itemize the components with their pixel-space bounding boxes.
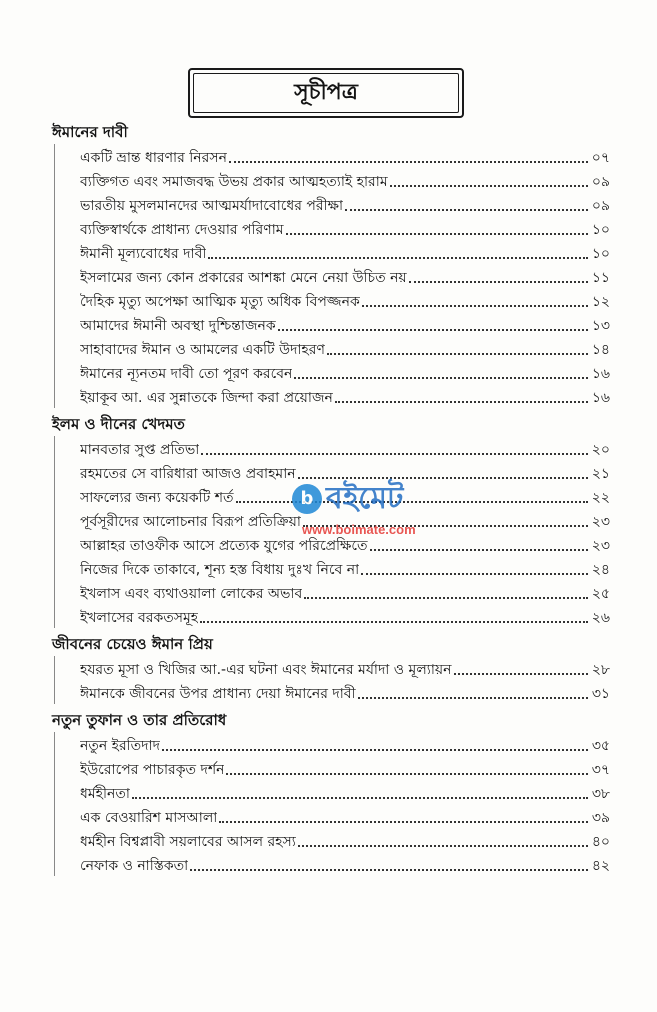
entry-page-number: ১৩ [591, 318, 610, 334]
toc-entry [80, 144, 610, 168]
dot-leader [361, 573, 588, 575]
toc-entry [80, 656, 610, 680]
entry-page-number: ২০ [591, 442, 610, 458]
entry-title: ভারতীয় মুসলমানদের আত্মমর্যাদাবোধের পরীক্ষা [80, 198, 344, 214]
entry-list [54, 144, 610, 408]
entry-title: নতুন ইরতিদাদ [80, 738, 160, 754]
entry-title: আল্লাহর তাওফীক আসে প্রত্যেক যুগের পরিপ্রেক্ষিতে [80, 538, 368, 554]
dot-leader [304, 597, 588, 599]
dot-leader [219, 821, 587, 823]
section-heading: নতুন তুফান ও তার প্রতিরোধ [52, 711, 227, 729]
entry-title: ঈমানের ন্যূনতম দাবী তো পূরণ করবেন [80, 366, 293, 382]
toc-entry [80, 216, 610, 240]
entry-title: ইসলামের জন্য কোন প্রকারের আশঙ্কা মেনে নেয়া উচিত নয় [80, 270, 407, 286]
entry-title: ইখলাস এবং ব্যথাওয়ালা লোকের অভাব [80, 586, 303, 602]
dot-leader [454, 673, 588, 675]
dot-leader [358, 697, 588, 699]
entry-page-number: ২৩ [591, 538, 610, 554]
entry-page-number: ১০ [591, 246, 610, 262]
entry-title: ব্যক্তিগত এবং সমাজবদ্ধ উভয় প্রকার আত্মহত্যাই হারাম [80, 174, 388, 190]
entry-page-number: ১৪ [591, 342, 610, 358]
entry-title: রহমতের সে বারিধারা আজও প্রবাহমান [80, 466, 296, 482]
toc-section [52, 708, 610, 876]
entry-page-number: ১১ [591, 270, 610, 286]
toc-entry [80, 804, 610, 828]
dot-leader [229, 161, 588, 163]
toc-entry [80, 192, 610, 216]
entry-page-number: ২৩ [591, 514, 610, 530]
toc-entry [80, 756, 610, 780]
entry-page-number: ৩৯ [591, 810, 610, 826]
watermark-logo-text: বইমেট [326, 481, 404, 516]
dot-leader [345, 209, 588, 211]
toc-entry [80, 780, 610, 804]
dot-leader [208, 257, 587, 259]
toc-entry [80, 288, 610, 312]
toc-section [52, 120, 610, 408]
watermark-url: www.boimate.com [302, 522, 416, 537]
entry-page-number: ০৯ [591, 198, 610, 214]
dot-leader [409, 281, 588, 283]
toc-entry [80, 384, 610, 408]
dot-leader [286, 233, 588, 235]
entry-page-number: ১০ [591, 222, 610, 238]
entry-page-number: ২৮ [591, 662, 610, 678]
toc-entry [80, 556, 610, 580]
toc-entry [80, 240, 610, 264]
entry-title: ধর্মহীন বিশ্বপ্লাবী সয়লাবের আসল রহস্য [80, 834, 296, 850]
title-frame [188, 68, 464, 118]
entry-title: আমাদের ঈমানী অবস্থা দুশ্চিন্তাজনক [80, 318, 276, 334]
entry-title: ঈমানী মূল্যবোধের দাবী [80, 246, 207, 262]
entry-page-number: ৪০ [591, 834, 610, 850]
entry-title: ঈমানকে জীবনের উপর প্রাধান্য দেয়া ঈমানের দাবী [80, 686, 356, 702]
dot-leader [201, 453, 587, 455]
toc-entry [80, 680, 610, 704]
toc-entry [80, 264, 610, 288]
dot-leader [298, 845, 588, 847]
dot-leader [370, 549, 588, 551]
entry-page-number: ৪২ [591, 858, 610, 874]
section-heading: ঈমানের দাবী [52, 123, 128, 141]
dot-leader [132, 797, 588, 799]
entry-page-number: ১৬ [591, 366, 610, 382]
entry-page-number: ২৫ [591, 586, 610, 602]
entry-page-number: ৩৮ [591, 786, 610, 802]
boimate-logo-icon: b [292, 484, 322, 514]
entry-title: দৈহিক মৃত্যু অপেক্ষা আত্মিক মৃত্যু অধিক বিপজ্জনক [80, 294, 360, 310]
entry-page-number: ১২ [591, 294, 610, 310]
dot-leader [294, 377, 587, 379]
entry-page-number: ৩৫ [591, 738, 610, 754]
toc-entry [80, 312, 610, 336]
entry-page-number: ২২ [591, 490, 610, 506]
entry-title: সাফল্যের জন্য কয়েকটি শর্ত [80, 490, 234, 506]
toc-entry [80, 336, 610, 360]
entry-title: ধর্মহীনতা [80, 786, 130, 802]
entry-page-number: ২৬ [591, 610, 610, 626]
entry-title: ইখলাসের বরকতসমূহ [80, 610, 199, 626]
entry-title: নিজের দিকে তাকাবে, শূন্য হস্ত বিধায় দুঃখ নিবে না [80, 562, 360, 578]
entry-title: ব্যক্তিস্বার্থকে প্রাধান্য দেওয়ার পরিণাম [80, 222, 284, 238]
dot-leader [200, 621, 588, 623]
toc-section [52, 632, 610, 704]
dot-leader [190, 869, 588, 871]
toc-entry [80, 852, 610, 876]
toc-entry [80, 580, 610, 604]
entry-title: হযরত মূসা ও খিজির আ.-এর ঘটনা এবং ঈমানের মর্যাদা ও মূল্যায়ন [80, 662, 452, 678]
dot-leader [226, 773, 587, 775]
entry-title: ইউরোপের পাচারকৃত দর্শন [80, 762, 225, 778]
dot-leader [390, 185, 588, 187]
section-heading: ইলম ও দীনের খেদমত [52, 415, 185, 433]
entry-title: একটি ভ্রান্ত ধারণার নিরসন [80, 150, 227, 166]
toc-entry [80, 168, 610, 192]
page-title: সূচীপত্র [193, 73, 459, 113]
toc-entry [80, 828, 610, 852]
entry-page-number: ০৯ [591, 174, 610, 190]
entry-page-number: ৩৭ [591, 762, 610, 778]
entry-page-number: ২৪ [591, 562, 610, 578]
entry-list [54, 732, 610, 876]
entry-page-number: ০৭ [591, 150, 610, 166]
toc-entry [80, 732, 610, 756]
dot-leader [362, 305, 588, 307]
entry-title: মানবতার সুপ্ত প্রতিভা [80, 442, 200, 458]
dot-leader [327, 353, 588, 355]
entry-title: ইয়াকূব আ. এর সুন্নাতকে জিন্দা করা প্রয়োজন [80, 390, 333, 406]
entry-title: সাহাবাদের ঈমান ও আমলের একটি উদাহরণ [80, 342, 325, 358]
dot-leader [278, 329, 588, 331]
entry-page-number: ২১ [591, 466, 610, 482]
entry-title: এক বেওয়ারিশ মাসআলা [80, 810, 218, 826]
section-heading: জীবনের চেয়েও ঈমান প্রিয় [52, 635, 213, 653]
entry-page-number: ৩১ [591, 686, 610, 702]
toc-entry [80, 436, 610, 460]
toc-entry [80, 360, 610, 384]
entry-list [54, 656, 610, 704]
dot-leader [335, 401, 588, 403]
toc-entry [80, 604, 610, 628]
watermark [292, 474, 422, 544]
dot-leader [162, 749, 588, 751]
entry-title: পূর্বসূরীদের আলোচনার বিরূপ প্রতিক্রিয়া [80, 514, 301, 530]
entry-title: নেফাক ও নাস্তিকতা [80, 858, 189, 874]
entry-page-number: ১৬ [591, 390, 610, 406]
